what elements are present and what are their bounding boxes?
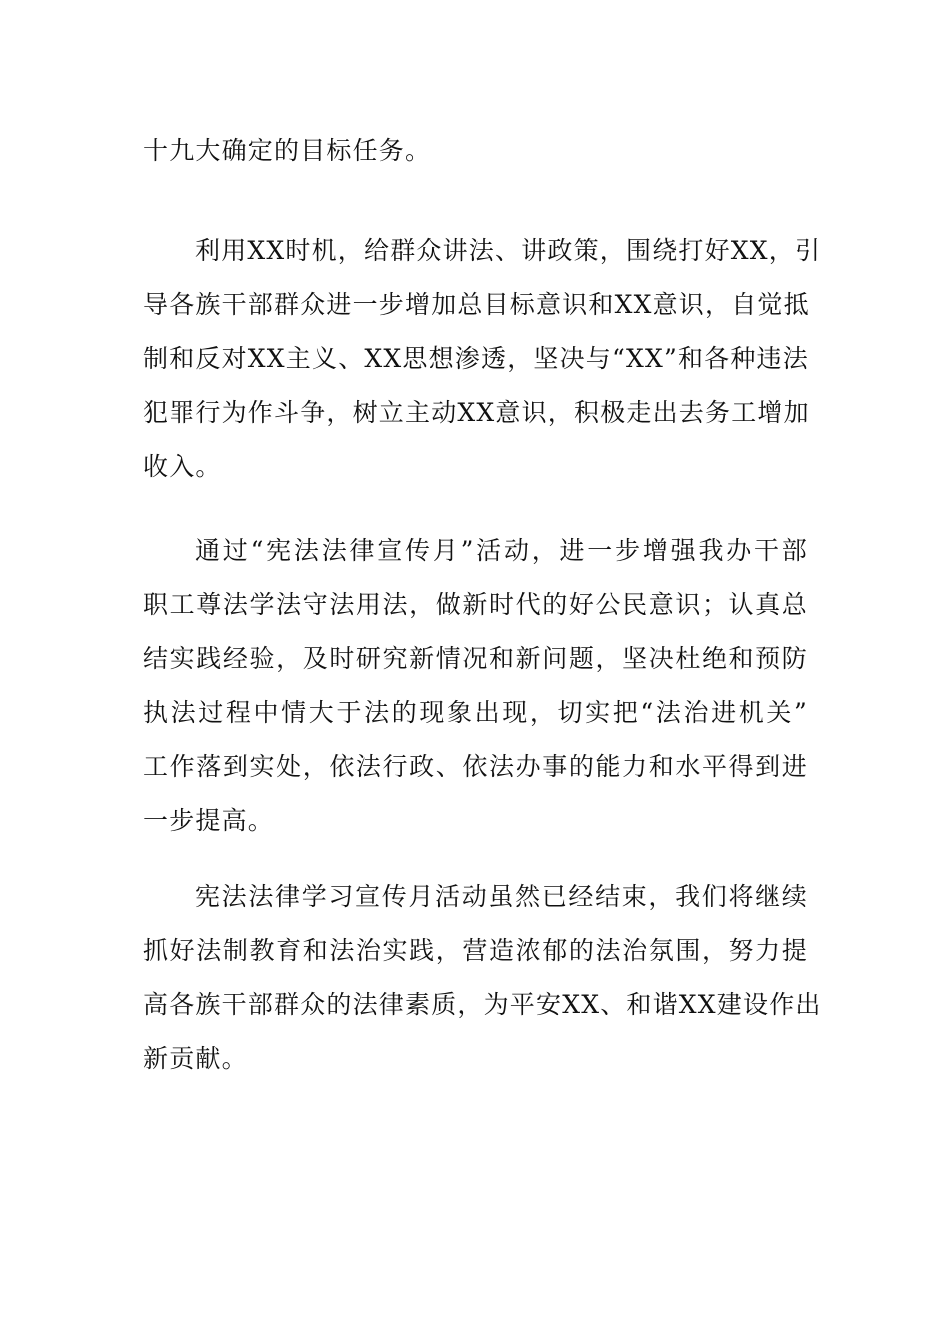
text-line: 制和反对XX主义、XX思想渗透，坚决与“XX”和各种违法 — [143, 344, 809, 373]
text-line: 通过“宪法法律宣传月”活动，进一步增强我办干部 — [195, 536, 808, 565]
paragraph-results — [143, 524, 808, 848]
text-line: 利用XX时机，给群众讲法、讲政策，围绕打好XX，引 — [195, 236, 822, 265]
text-line: 十九大确定的目标任务。 — [143, 136, 432, 165]
text-line: 导各族干部群众进一步增加总目标意识和XX意识，自觉抵 — [143, 290, 810, 319]
text-line: 新贡献。 — [143, 1044, 248, 1073]
text-line: 职工尊法学法守法用法，做新时代的好公民意识；认真总 — [143, 590, 808, 619]
paragraph-publicity — [143, 224, 822, 494]
text-line: 一步提高。 — [143, 806, 275, 835]
paragraph-conclusion — [143, 870, 822, 1086]
paragraph-continuation — [143, 124, 808, 178]
text-line: 宪法法律学习宣传月活动虽然已经结束，我们将继续 — [195, 882, 808, 911]
text-line: 犯罪行为作斗争，树立主动XX意识，积极走出去务工增加 — [143, 398, 810, 427]
text-line: 抓好法制教育和法治实践，营造浓郁的法治氛围，努力提 — [143, 936, 808, 965]
text-line: 结实践经验，及时研究新情况和新问题，坚决杜绝和预防 — [143, 644, 808, 673]
text-line: 高各族干部群众的法律素质，为平安XX、和谐XX建设作出 — [143, 990, 822, 1019]
text-line: 工作落到实处，依法行政、依法办事的能力和水平得到进 — [143, 752, 808, 781]
text-line: 收入。 — [143, 452, 222, 481]
text-line: 执法过程中情大于法的现象出现，切实把“法治进机关” — [143, 698, 808, 727]
